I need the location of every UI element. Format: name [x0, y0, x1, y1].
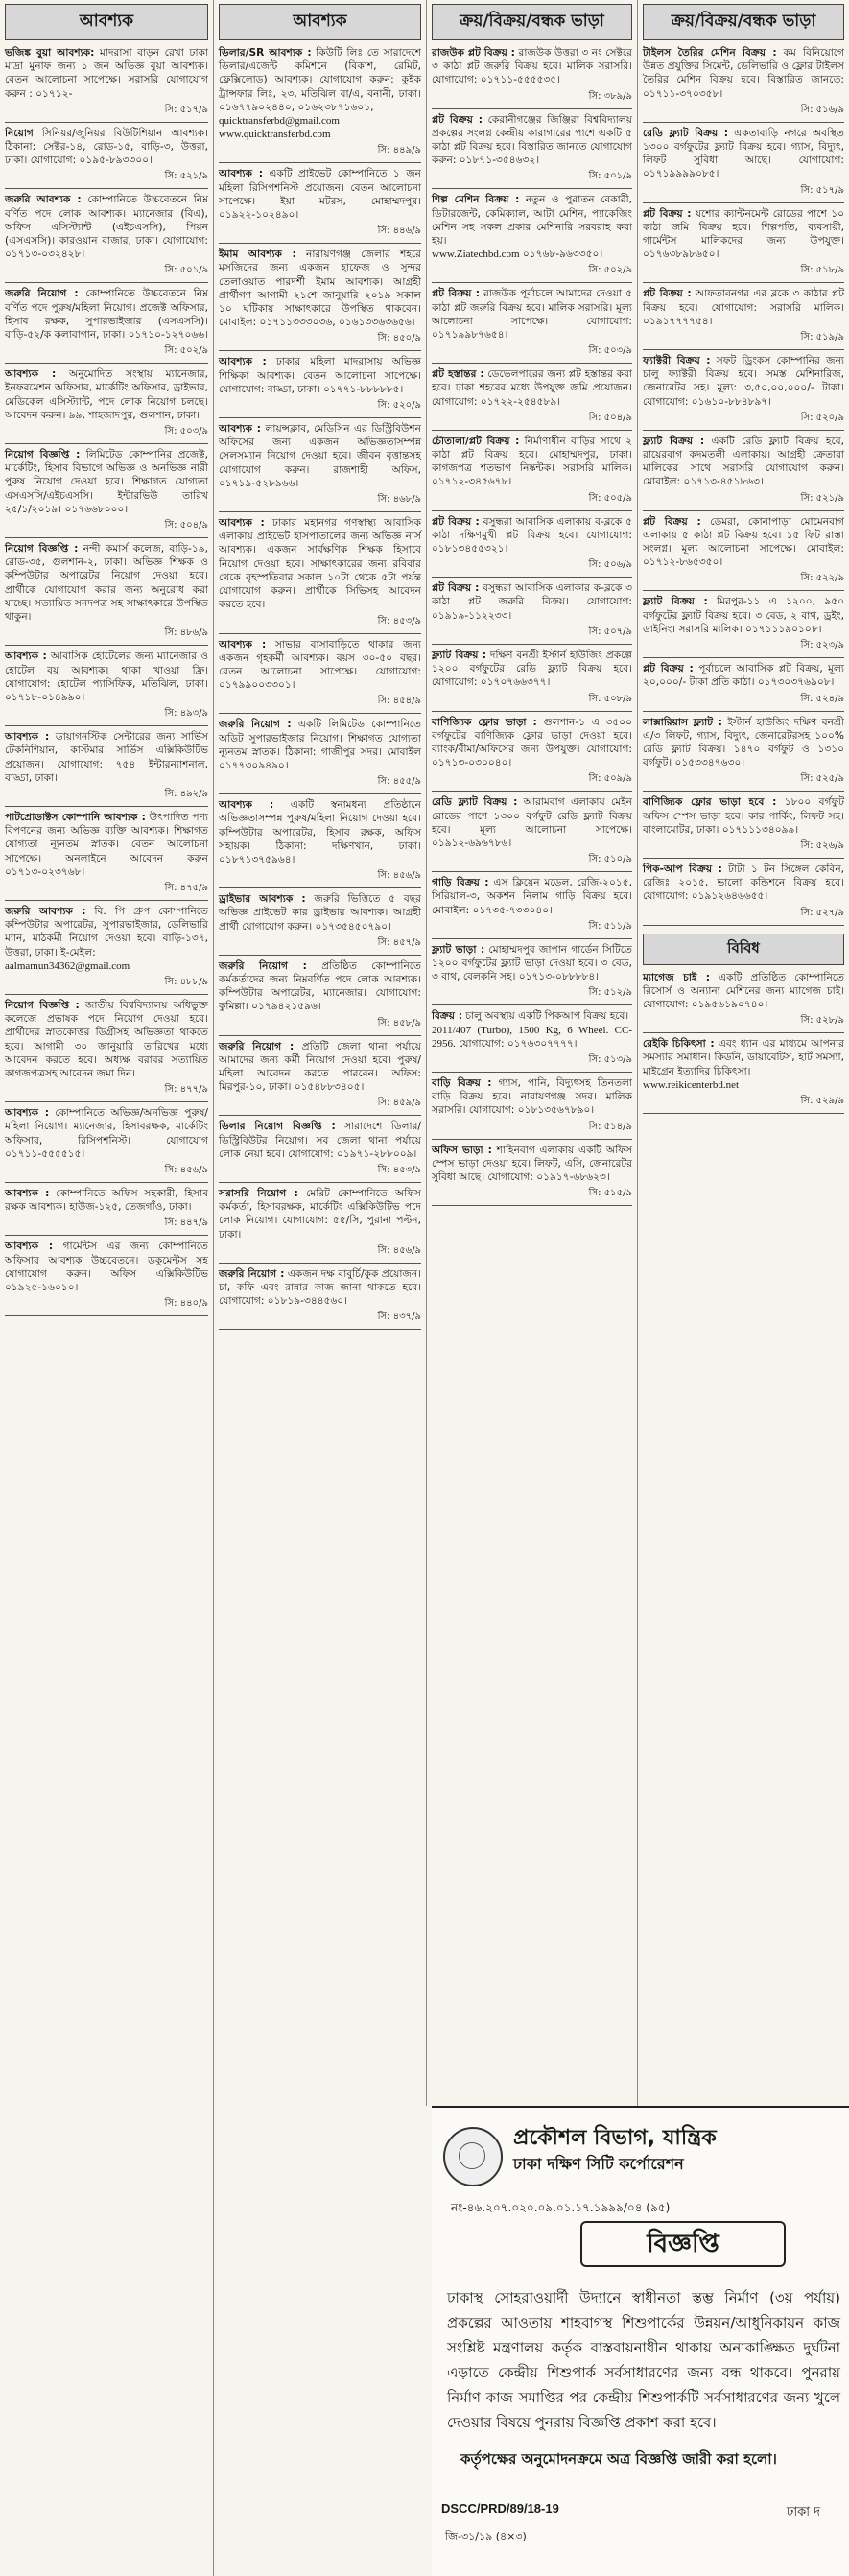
ad-reference: সি: ৫০৬/৯ [432, 557, 632, 578]
classified-ad [219, 1040, 421, 1095]
classified-ad [432, 795, 632, 850]
ad-keyword: আবশ্যক : [219, 356, 267, 368]
classified-ad [5, 730, 208, 785]
ad-reference: সি: ৪৫৩/৯ [219, 1163, 421, 1183]
ad-text: নন্দী কমার্স কলেজ, বাড়ি-১৯, রোড-৩৫, গুলশান-২, ঢাকা। অভিজ্ঞ শিক্ষক ও কম্পিউটার অপারেটর নিয়োগ দেওয়া হবে। প্রার্থীকে যোগাযোগ করার জন্য অনুরোধ করা যাচ্ছে। সত্যায়িত সনদপত্র সহ সাক্ষাৎকারে উপস্থিত থাকুন। [5, 543, 208, 624]
ad-text: নারায়ণগঞ্জ জেলার শহরে মসজিদের জন্য একজন হাফেজ ও সুন্দর তেলাওয়াত পারদর্শী ইমাম আবশ্যক। আগ্রহী প্রার্থীগণ আগামী ২১শে জানুয়ারি ২০১৯ সকাল ১০ ঘটিকায় সাক্ষাৎকারে উপস্থিত থাকবেন। মোবাইল: ০১৭১১৩৩৩০৩৬, ০১৬১৩৩৬৩৬৫৬। [219, 248, 421, 329]
classified-ad [219, 1120, 421, 1161]
ad-keyword: বাণিজ্যিক ফ্লোর ভাড়া হবে : [643, 796, 777, 809]
classified-ad [5, 287, 208, 342]
ad-reference: সি: ৪৪৯/৯ [219, 143, 421, 163]
ad-keyword: আবশ্যক : [5, 1107, 49, 1120]
ad-keyword: শিল্প মেশিন বিক্রয় : [432, 194, 520, 206]
ad-reference: সি: ৫২৮/৯ [643, 1013, 844, 1033]
city-corporation-seal-icon [443, 2127, 503, 2186]
ad-text: রাজউক পূর্বাচলে আমাদের দেওয়া ৫ কাঠা প্লট জরুরি বিক্রয় হবে। মালিক সরাসরি। মূল্য আলোচনা সাপেক্ষে। যোগাযোগ: ০১৭১৯৯৮৭৬৫৪। [432, 288, 632, 342]
ad-keyword: জরুরি আবশ্যক : [5, 194, 82, 206]
classified-ad [219, 355, 421, 396]
classified-ad [643, 595, 844, 636]
classified-ad [432, 113, 632, 168]
classified-ad [432, 46, 632, 87]
classified-ad [5, 1106, 208, 1161]
classified-ad [5, 999, 208, 1080]
ad-reference: সি: ৫২৯/৯ [643, 1094, 844, 1114]
notice-place: ঢাকা দ [787, 2505, 820, 2519]
ad-reference: সি: ৫০৪/৯ [5, 518, 208, 538]
ad-keyword: প্লট হস্তান্তর : [432, 368, 484, 381]
ad-keyword: আবশ্যক : [5, 368, 57, 381]
classified-ad [643, 435, 844, 489]
notice-memo-number: নং-৪৬.২০৭.০২০.০৯.০১.১৭.১৯৯৯/০৪ (৯৫) [451, 2201, 671, 2214]
classified-ad [643, 971, 844, 1012]
ad-reference: সি: ৫১৬/৯ [643, 103, 844, 123]
ad-text: কোম্পানিতে অভিজ্ঞ/অনভিজ্ঞ পুরুষ/মহিলা নিয়োগ। ম্যানেজার, হিসাবরক্ষক, মার্কেটিং অফিসার, রিসিপশনিস্ট। যোগাযোগ ০১৭১১-৫৫৫৫১৫। [5, 1107, 209, 1160]
classified-ad [219, 516, 421, 611]
ad-text: টাটা ১ টন সিঙ্গেল কেবিন, রেজিঃ ২০১৫, ভালো কন্ডিশনে বিক্রয় হবে। যোগাযোগ: ০১৯১২৬৪৬৬৫৫। [643, 863, 845, 903]
classified-ad [219, 959, 421, 1014]
ad-text: জাতীয় বিশ্ববিদ্যালয় অধিভুক্ত কলেজে প্রভাষক পদে নিয়োগ দেওয়া হবে। প্রার্থীদের স্নাতকোত্তর ডিগ্রীসহ অভিজ্ঞতা থাকতে হবে। আগামী ৩০ জানুয়ারি তারিখের মধ্যে আবেদন করতে হবে। অধ্যক্ষ বরাবর সত্যায়িত কাগজপত্রসহ আবেদন জমা দিন। [5, 999, 208, 1079]
ad-keyword: আবশ্যক : [219, 799, 274, 812]
ad-keyword: ইমাম আবশ্যক : [219, 248, 296, 261]
classified-ad [5, 542, 208, 624]
ad-keyword: প্লট বিক্রয় : [432, 113, 483, 126]
ad-reference: সি: ৪৮৬/৯ [5, 626, 208, 646]
classified-ad [219, 46, 421, 141]
classified-ad [219, 167, 421, 222]
ad-reference: সি: ৪৫৯/৯ [219, 1096, 421, 1116]
ad-keyword: অফিস ভাড়া : [432, 1144, 492, 1156]
ad-text: ডেমরা, কোনাপাড়া মোমেনবাগ এলাকায় ৫ কাঠা প্লট বিক্রয় হবে। ১৫ ফিট রাস্তা সংলগ্ন। মূল্য আলোচনা সাপেক্ষে। মোবাইল: ০১৭১২-৮৬৫৩৫০। [643, 515, 844, 569]
ad-keyword: আবশ্যক : [5, 650, 47, 663]
column-heading: ক্রয়/বিক্রয়/বন্ধক ভাড়া [643, 4, 844, 40]
classified-ad [432, 581, 632, 623]
classified-ad [643, 1037, 844, 1092]
ad-keyword: পাটপ্রোডাক্টস কোম্পানি আবশ্যক : [5, 811, 146, 823]
classified-ad [432, 367, 632, 409]
classified-ad [643, 515, 844, 570]
classified-ad [643, 46, 844, 101]
ad-reference: সি: ৫০৩/৯ [5, 424, 208, 444]
ad-text: ডেভেলপারের জন্য প্লট হস্তান্তর করা হবে। ঢাকা শহরের মধ্যে উপযুক্ত জমি প্রয়োজন। যোগাযোগ: ০১৭২২-২৫৪৫৮৯। [432, 368, 632, 408]
ad-text: একটি রেডি ফ্ল্যাট বিক্রয় হবে, রায়েরবাগ কদমতলী এলাকায়। আগ্রহী ক্রেতারা মালিকের সাথে সরাসরি যোগাযোগ করুন। মোবাইল: ০১৭১৩-৪৫১৮৬৩। [643, 435, 844, 488]
classified-ad [432, 515, 632, 556]
ad-text: কোম্পানিতে উচ্চবেতনে নিম্ন বর্ণিত পদে লোক আবশ্যক। ম্যানেজার (বিএ), অফিস এসিস্ট্যান্ট (এইচএসসি), পিয়ন (এসএসসি)। কারওয়ান বাজার, ঢাকা। যোগাযোগ: ০১৭১৩-০৩২৪২৮। [5, 194, 208, 261]
ad-text: সাভার বাসাবাড়িতে থাকার জন্য একজন গৃহকর্মী আবশ্যক। বয়স ৩০-৫০ বছর। বেতন আলোচনা সাপেক্ষে। যোগাযোগ: ০১৭৯৯০০৩৩০১। [219, 638, 421, 692]
ad-keyword: বিক্রয় : [432, 1010, 462, 1023]
ad-reference: সি: ৫০১/৯ [5, 263, 208, 283]
government-notice [432, 2106, 849, 2576]
ad-keyword: প্লট বিক্রয় : [432, 515, 480, 528]
ad-text: কিউটি লিঃ তে সারাদেশে ডিলার/এজেন্ট কমিশনে (বিকাশ, রেমিট, ফ্লেক্সিলোড) আবশ্যক। যোগাযোগ করুন: কুইক ট্রান্সফার লিঃ, ২৩, মতিঝিল বা/এ, বনানী, ঢাকা। ০১৬৭৭৯০২৪৪০, ০১৬২৩৮৭১৬০১, [219, 47, 421, 113]
column-heading: ক্রয়/বিক্রয়/বন্ধক ভাড়া [432, 4, 632, 40]
ad-website: 2011/407 (Turbo), 1500 Kg, 6 Wheel. CC-2956. [432, 1024, 632, 1050]
ad-reference: সি: ৪৯২/৯ [5, 787, 208, 807]
ad-keyword: ড্রাইভার আবশ্যক : [219, 893, 306, 906]
ad-text: প্রতিটি জেলা থানা পর্যায়ে আমাদের জন্য কর্মী নিয়োগ দেওয়া হবে। পুরুষ/মহিলা আবেদন করতে পারবেন। অফিস: মিরপুর-১০, ঢাকা। ০১৫৪৮৮৩৪০৫। [219, 1040, 421, 1094]
classified-ad [5, 811, 208, 879]
ad-reference: সি: ৪৫৩/৯ [219, 614, 421, 634]
ad-text: অনুমোদিত সংস্থায় ম্যানেজার, ইনফরমেশন অফিসার, মার্কেটিং অফিসার, ড্রাইভার, মেডিকেল এসিস্ট্যান্ট, পদে লোক নিয়োগ চলছে। আবেদন করুন। ৯৯, শাহজাদপুর, গুলশান, ঢাকা। [5, 368, 208, 421]
ad-keyword: জরুরি আবশ্যক : [5, 905, 86, 917]
ad-reference: সি: ৫২৬/৯ [643, 839, 844, 859]
classified-ad [643, 127, 844, 181]
ad-reference: সি: ৫০২/৯ [5, 343, 208, 364]
ad-keyword: আবশ্যক : [219, 517, 265, 530]
ad-text: ডায়াগনস্টিক সেন্টারের জন্য সার্ভিস টেকনিশিয়ান, কাস্টমার সার্ভিস এক্সিকিউটিভ প্রয়োজন। যোগাযোগ: ৭৫৪ ইন্টারন্যাশনাল, বাড্ডা, ঢাকা। [5, 731, 208, 784]
classified-ad [643, 716, 844, 770]
notice-gd-number: জি-৩১/১৯ (৪×৩) [445, 2530, 527, 2542]
classified-ad [219, 798, 421, 866]
ad-keyword: সরাসরি নিয়োগ : [219, 1187, 298, 1199]
ad-keyword: রেইকি চিকিৎসা : [643, 1038, 715, 1051]
ad-keyword: জরুরি নিয়োগ : [5, 288, 79, 300]
ad-reference: সি: ৫১৯/৯ [643, 330, 844, 350]
ad-keyword: ফ্যাক্টরী বিক্রয় : [643, 355, 711, 367]
ad-text: একটি প্রাইভেট কোম্পানিতে ১ জন মহিলা রিসিপশনিস্ট প্রয়োজন। বেতন আলোচনা সাপেক্ষে। ইয়া মটরস, মোহাম্মদপুর। ০১৯২২-১০২৪৯০। [219, 168, 421, 222]
ad-keyword: ফ্ল্যাট বিক্রয় : [643, 435, 705, 447]
ad-reference: সি: ৪৯৩/৯ [5, 706, 208, 726]
ad-reference: সি: ৫০৭/৯ [432, 625, 632, 645]
classified-ad [432, 1076, 632, 1118]
ad-text: কম বিনিয়োগে উন্নত প্রযুক্তির সিমেন্ট, ডেলিভারি ও ফ্লোর টাইলস তৈরির মেশিন বিক্রয় হবে। বিস্তারিত জানতে: ০১৭১১-৩৭০৩৫৮। [643, 47, 844, 100]
ad-keyword: বাণিজ্যিক ফ্লোর ভাড়া : [432, 716, 537, 728]
ad-text: লিমিটেড কোম্পানির প্রজেক্ট, মার্কেটিং, হিসাব বিভাগে অভিজ্ঞ ও অনভিজ্ঞ নারী পুরুষ নিয়োগ দেওয়া হবে। শিক্ষাগত যোগ্যতা এসএসসি/এইচএসসি। ইন্টারভিউ তারিখ ২৫/১/২০১৯। ০১৭৬৬৮০০০। [5, 449, 208, 515]
ad-keyword: প্লট বিক্রয় : [643, 515, 701, 528]
classified-ad [5, 448, 208, 516]
ad-reference: সি: ৫০১/৯ [432, 169, 632, 189]
ad-keyword: আবশ্যক : [5, 1241, 54, 1253]
classified-ad [5, 650, 208, 704]
ad-text: আবাসিক হোটেলের জন্য ম্যানেজার ও হোটেল বয় আবশ্যক। থাকা খাওয়া ফ্রি। যোগাযোগ: হোটেল প্যাসিফিক, মতিঝিল, ঢাকা। ০১৭১৮-০১৪৯৯০। [5, 650, 208, 703]
ad-reference: সি: ৫১৮/৯ [643, 263, 844, 283]
ad-keyword: আবশ্যক : [5, 731, 50, 744]
ad-reference: সি: ৪৫৬/৯ [5, 1163, 208, 1183]
ad-reference: সি: ৪৪৬/৯ [219, 224, 421, 244]
ad-text: আফতাবনগর এর ব্লকে ৩ কাঠার প্লট বিক্রয় হবে। যোগাযোগ: সরাসরি মালিক। ০১৯১৭৭৭৭৫৪। [643, 288, 844, 327]
ad-keyword: প্লট বিক্রয় : [432, 582, 480, 595]
ad-text: চালু অবস্থায় একটি পিকআপ বিক্রয় হবে। [461, 1010, 629, 1023]
ad-text-tail: যোগাযোগ: ০১৭৬৩০৭৭৭৭। [455, 1037, 578, 1050]
ad-reference: সি: ৫১৩/৯ [432, 1052, 632, 1073]
ad-keyword: জরুরি নিয়োগ : [219, 1267, 285, 1280]
ad-reference: সি: ৫২৪/৯ [643, 692, 844, 712]
ad-keyword: ফ্ল্যাট ভাড়া : [432, 943, 485, 956]
ad-text: বি. পি গ্রুপ কোম্পানিতে কম্পিউটার অপারেটর, সুপারভাইজার, ডেলিভারি ম্যান, মাঠকর্মী নিয়োগ দেওয়া হবে। বাড়ি-১৩৭, উত্তরা, ঢাকা। ই-মেইল: [5, 905, 208, 958]
classified-ad [219, 1187, 421, 1241]
ad-keyword: প্লট বিক্রয় : [432, 288, 480, 300]
ad-text: এস ক্লিয়েন মডেল, রেজি-২০১৫, সিরিয়াল-৩, অকশন নিলাম গাড়ি বিক্রয় হবে। মোবাইল: ০১৭৩৫-৭৩৩০৪০। [432, 877, 633, 916]
classified-ad [643, 795, 844, 837]
ad-keyword: রেডি ফ্ল্যাট বিক্রয় : [432, 796, 518, 809]
classified-ad [432, 193, 632, 261]
classified-ad [643, 662, 844, 689]
ad-keyword: ফ্ল্যাট বিক্রয় : [432, 649, 486, 661]
ad-reference: সি: ৪৬৮/৯ [219, 492, 421, 512]
column-sale-rent-2 [637, 0, 849, 2106]
ad-text: সফট ড্রিংকস কোম্পানির জন্য চালু ফ্যাক্টরী বিক্রয় হবে। সমস্ত মেশিনারিজ, জেনারেটর সহ। মূল্য: ৩,৫০,০০,০০০/- টাকা। যোগাযোগ: ০১৬১০-৮৮৪৮৯৭। [643, 355, 845, 408]
ad-text: একটি স্বনামধন্য প্রতিষ্ঠানে অভিজ্ঞতাসম্পন্ন পুরুষ/মহিলা নিয়োগ দেওয়া হবে। কম্পিউটার অপারেটর, হিসাব রক্ষক, অফিস সহায়ক। ঠিকানা: দক্ষিণখান, ঢাকা। ০১৮৭১৩৭৫৯৬৪। [219, 799, 421, 865]
ad-reference: সি: ৪৫৪/৯ [219, 694, 421, 714]
column-jobs-1 [0, 0, 213, 2576]
ad-keyword: নিয়োগ বিজ্ঞপ্তি : [5, 543, 79, 555]
ad-text: ১৮০০ বর্গফুট অফিস স্পেস ভাড়া হবে। কার পার্কিং, লিফট সহ। বাংলামোটর, ঢাকা। ০১৭১১১৩৪০৯৯। [643, 796, 844, 836]
notice-body: ঢাকাস্থ সোহরাওয়ার্দী উদ্যানে স্বাধীনতা স্তম্ভ নির্মাণ (৩য় পর্যায়) প্রকল্পের আওতায় শাহবাগস্থ শিশুপার্কের উন্নয়ন/আধুনিকায়ন কাজ সংশ্লিষ্ট মন্ত্রণালয় কর্তৃক বাস্তবায়নাধীন থাকায় অনাকাঙ্ক্ষিত দুর্ঘটনা এড়াতে কেন্দ্রীয় শিশুপার্ক সর্বসাধারণের জন্য বন্ধ থাকবে। পুনরায় নির্মাণ কাজ সমাপ্তির পর কেন্দ্রীয় শিশুপার্কটি সর্বসাধারণের জন্য খুলে দেওয়ার বিষয়ে পুনরায় বিজ্ঞপ্তি প্রকাশ করা হবে। [447, 2289, 840, 2431]
ad-text: সারাদেশে ডিলার/ডিস্ট্রিবিউটর নিয়োগ। সব জেলা থানা পর্যায়ে লোক নেয়া হবে। যোগাযোগ: ০১৯৭১-২৮৮০০৯। [219, 1121, 421, 1160]
ad-text: লায়ন্সক্লাব, মেডিসিন এর ডিস্ট্রিবিউশন অফিসের জন্য একজন অভিজ্ঞতাসম্পন্ন সেলসম্যান নিয়োগ দেওয়া হবে। জীবন বৃত্তান্তসহ যোগাযোগ করুন। রাজশাহী অফিস, ০১৭১৯-৫২৮৯৬৬। [219, 423, 422, 489]
ad-reference: সি: ৫০৩/৯ [432, 343, 632, 364]
ad-text: প্রতিষ্ঠিত কোম্পানিতে কর্মকর্তাদের জন্য নিম্নবর্ণিত পদে লোক আবশ্যক। কম্পিউটার অপারেটর, ম্যানেজার। যোগাযোগ: কুমিল্লা। ০১৭৯৪২১৫৯৬। [219, 959, 421, 1013]
ad-reference: সি: ৪৫০/৯ [219, 331, 421, 351]
column-heading: আবশ্যক [219, 4, 421, 40]
ad-keyword: প্লট বিক্রয় : [643, 207, 692, 220]
classified-ad [643, 354, 844, 409]
ad-reference: সি: ৫১১/৯ [432, 919, 632, 939]
ad-reference: সি: ৪৭৭/৯ [5, 1082, 208, 1102]
ad-text: আরামবাগ এলাকায় মেইন রোডের পাশে ১৩০০ বর্গফুট রেডি ফ্ল্যাট বিক্রয় হবে। মূল্য আলোচনা সাপেক্ষে। ০১৯১২-৬৯৬৭৮৬। [432, 796, 633, 849]
ad-reference: সি: ৫০২/৯ [432, 263, 632, 283]
column-heading: আবশ্যক [5, 4, 208, 40]
ad-website: www.reikicenterbd.net [643, 1078, 740, 1091]
ad-website: www.Ziatechbd.com [432, 248, 520, 261]
classified-ad [219, 422, 421, 490]
classified-ad [432, 943, 632, 984]
ad-text: শাহিনবাগ এলাকায় একটি অফিস স্পেস ভাড়া দেওয়া হবে। লিফট, এসি, জেনারেটর সুবিধা আছে। যোগাযোগ: ০১৯১৭-৬৮৬২৩। [432, 1144, 632, 1183]
ad-keyword: গাড়ি বিক্রয় : [432, 877, 489, 889]
classified-ad [219, 718, 421, 772]
ad-keyword: ডিলার/SR আবশ্যক : [219, 47, 312, 59]
ad-reference: সি: ৫২৩/৯ [643, 638, 844, 658]
ad-text-tail: ০১৭৬৮-৯৬৩৩৫০। [519, 248, 603, 261]
ad-reference: সি: ৫১৪/৯ [432, 1120, 632, 1140]
ad-keyword: চৌতালা/প্লট বিক্রয় : [432, 435, 520, 447]
ad-keyword: ডিলার নিয়োগ বিজ্ঞপ্তি : [219, 1121, 336, 1133]
ad-text: নির্মাণাধীন বাড়ির সাথে ২ কাঠা প্লট বিক্রয় হবে। মোহাম্মদপুর, ঢাকা। কাগজপত্র শতভাগ নিষ্কন্টক। সরাসরি মালিক। ০১৭১২-৩৪৫৬৭৮। [432, 435, 632, 488]
classified-ad [219, 1267, 421, 1309]
classified-ad [432, 287, 632, 342]
classified-ad [5, 1240, 208, 1294]
classified-ad [643, 287, 844, 328]
ad-reference: সি: ৪৪৭/৯ [5, 1216, 208, 1236]
classified-ad [432, 435, 632, 489]
notice-organization: ঢাকা দক্ষিণ সিটি কর্পোরেশন [513, 2155, 684, 2173]
ad-list [219, 46, 421, 1330]
ad-keyword: জরুরি নিয়োগ : [219, 959, 307, 972]
ad-text: কেরানীগঞ্জের জিঞ্জিরা বিশ্ববিদ্যালয় প্রকল্পের সংলগ্ন কেন্দ্রীয় কারাগারের পাশে একটি ৫ কাঠা প্লট বিক্রয় হবে। বিস্তারিত জানতে যোগাযোগ করুন: ০১৮৭১-৩৫৪৬৩২। [432, 113, 632, 167]
ad-keyword: জরুরি নিয়োগ : [219, 719, 292, 731]
ad-text: একজন দক্ষ বাবুর্চি/কুক প্রয়োজন। চা, কফি এবং রান্নার কাজ জানা থাকতে হবে। যোগাযোগ: ০১৮১৯-৩৪৪৫৬০। [219, 1267, 421, 1308]
ad-reference: সি: ৫১৭/৯ [643, 183, 844, 203]
ad-reference: সি: ৪৫৬/৯ [219, 1243, 421, 1264]
ad-list [5, 46, 208, 1316]
ad-keyword: টাইলস তৈরির মেশিন বিক্রয় : [643, 47, 777, 59]
ad-text: ইস্টার্ন হাউজিং দক্ষিণ বনশ্রী এ/৩ লিফট, গ্যাস, বিদ্যুৎ, জেনারেটরসহ ১০০% রেডি ফ্ল্যাট বিক্রয়। ১৪৭০ বর্গফুট ও ১৩১০ বর্গফুট। ০১৫৩৩৪৭৬৩০। [643, 716, 844, 769]
misc-heading: বিবিধ [643, 934, 844, 965]
column-jobs-2 [213, 0, 426, 2576]
ad-reference: সি: ৫২১/৯ [5, 169, 208, 189]
ad-reference: সি: ৪৩৭/৯ [219, 1310, 421, 1330]
ad-text: পূর্বাচলে আবাসিক প্লট বিক্রয়, মূল্য ২০,০০০/- টাকা প্রতি কাঠা। ০১৭৩০৩৭৬৯০৮। [643, 663, 844, 689]
ad-text: মিরপুর-১১ এ ১২০০, ৯৫০ বর্গফুটের ফ্ল্যাট বিক্রয় হবে। ৩ বেড, ২ বাথ, ড্রইং, ডাইনিং। সরাসরি মালিক। ০১৭১১১৯০১০৮। [643, 596, 844, 635]
ad-text: ঢাকার মহানগর গণস্বাস্থ্য আবাসিক এলাকায় প্রাইভেট হাসপাতালের জন্য অভিজ্ঞ নার্স আবশ্যক। একজন সার্বক্ষণিক শিক্ষক হিসাবে নিয়োগ দেওয়া হবে। সাক্ষাৎকারের জন্য রবিবার থেকে বৃহস্পতিবার সকাল ১০টা থেকে ৫টা পর্যন্ত যোগাযোগ করুন। প্রার্থীকে সিভিসহ আবেদন করতে হবে। [219, 517, 421, 611]
ad-reference: সি: ৩৮৯/৯ [432, 89, 632, 109]
ad-list [432, 46, 632, 1206]
ad-text: একতাবাড়ি নগরে অবস্থিত ১৩০০ বর্গফুটের ফ্ল্যাট বিক্রয় হবে। গ্যাস, বিদ্যুৎ, লিফট সুবিধা আছে। যোগাযোগ: ০১৭১৯৯৯৯০৮৫। [643, 127, 844, 180]
classified-ad [5, 367, 208, 422]
ad-reference: সি: ৫২৫/৯ [643, 771, 844, 792]
classified-ad [219, 638, 421, 693]
notice-department: প্রকৌশল বিভাগ, যান্ত্রিক [513, 2126, 717, 2150]
ad-keyword: ম্যাগেজ চাই : [643, 971, 711, 983]
classified-ad [643, 863, 844, 904]
classified-ad [5, 1187, 208, 1214]
ad-text: দক্ষিণ বনশ্রী ইস্টার্ন হাউজিং প্রকল্পে ১২০০ বর্গফুটের রেডি ফ্ল্যাট বিক্রয় হবে। যোগাযোগ: ০১৭০৭৬৬৩৭৭। [432, 649, 632, 689]
ad-keyword: প্লট বিক্রয় : [643, 288, 692, 300]
notice-closing: কর্তৃপক্ষের অনুমোদনক্রমে অত্র বিজ্ঞপ্তি জারী করা হলো। [460, 2450, 777, 2468]
ad-keyword: আবশ্যক : [219, 168, 263, 180]
ad-text: ঢাকার মহিলা মাদরাসায় অভিজ্ঞ শিক্ষিকা আবশ্যক। বেতন আলোচনা সাপেক্ষে। যোগাযোগ: বাড্ডা, ঢাকা। ০১৭৭১-৮৮৮৮৮৫। [219, 356, 421, 395]
ad-text: নতুন ও পুরাতন বেকারী, ডিটারজেন্ট, কেমিক্যাল, আটা মেশিন, প্যাকেজিং মেশিন সহ সকল প্রকার মেশিনারি সরবরাহ করা হয়। [432, 194, 632, 248]
ad-keyword: ভজিঙ্ক বুয়া আবশ্যক: [5, 47, 95, 59]
ad-reference: সি: ৫২১/৯ [643, 491, 844, 511]
ad-text: কোম্পানিতে অফিস সহকারী, হিসাব রক্ষক আবশ্যক। হাউজ-১২৫, তেজগাঁও, ঢাকা। [5, 1187, 208, 1214]
ad-reference: সি: ৫০৫/৯ [432, 491, 632, 511]
ad-text: গ্যাস, পানি, বিদ্যুৎসহ তিনতলা বাড়ি বিক্রয় হবে। নারায়ণগঞ্জ সদর। মালিক সরাসরি। যোগাযোগ: ০১৮১৩৫৬৭৮৯০। [432, 1076, 632, 1117]
ad-text: মোহাম্মদপুর জাপান গার্ডেন সিটিতে ১২০০ বর্গফুটের ফ্ল্যাট ভাড়া দেওয়া হবে। ৩ বেড, ৩ বাথ, বেলকনি সহ। ০১৭১৩-০৮৮৮৮৪। [432, 943, 632, 983]
classified-ad [5, 127, 208, 168]
ad-keyword: নিয়োগ বিজ্ঞপ্তি : [5, 999, 80, 1011]
ad-reference: সি: ৪৮৮/৯ [5, 975, 208, 995]
ad-text: একটি প্রতিষ্ঠিত কোম্পানিতে রিসোর্স ও অন্যান্য মেশিনের জন্য ম্যাগেজ চাই। যোগাযোগ: ০১৯৫৬১৯০৭৪০। [643, 971, 844, 1010]
classified-ad [5, 193, 208, 261]
ad-reference: সি: ৫১০/৯ [432, 852, 632, 872]
notice-badge: বিজ্ঞপ্তি [580, 2221, 786, 2267]
ad-keyword: পিক-আপ বিক্রয় : [643, 863, 722, 875]
ad-reference: সি: ৪৫৮/৯ [219, 1016, 421, 1036]
ad-keyword: জরুরি নিয়োগ : [219, 1040, 295, 1052]
classified-ad [5, 905, 208, 973]
ad-text: বসুন্ধরা আবাসিক এলাকায় ব-ব্লকে ৫ কাঠা দক্ষিণমুখী প্লট বিক্রয় হবে। যোগাযোগ: ০১৮১৩৪৫৫৩২১। [432, 515, 632, 555]
ad-keyword: আবশ্যক : [5, 1187, 50, 1199]
ad-website: www.quicktransferbd.com [219, 129, 331, 141]
ad-text: গুলশান-১ এ ৩৫০০ বর্গফুটের বাণিজ্যিক ফ্লোর ভাড়া দেওয়া হবে। ব্যাংক/বীমা/অফিসের জন্য উপযুক্ত। যোগাযোগ: ০১৭১৩-০৩০০৪০। [432, 716, 632, 769]
ad-reference: সি: ৫২০/৯ [643, 411, 844, 431]
classified-ad [432, 1009, 632, 1051]
ad-keyword: নিয়োগ বিজ্ঞপ্তি : [5, 449, 81, 461]
ad-keyword: আবশ্যক : [219, 423, 262, 436]
ad-keyword: লাক্সারিয়াস ফ্ল্যাট : [643, 716, 722, 728]
ad-reference: সি: ৪৫৬/৯ [219, 868, 421, 888]
ad-reference: সি: ৫১২/৯ [432, 985, 632, 1005]
ad-reference: সি: ৪৪০/৯ [5, 1296, 208, 1316]
ad-reference: সি: ৫২০/৯ [219, 398, 421, 418]
ad-text: কোম্পানিতে উচ্চবেতনে নিম্ন বর্ণিত পদে পুরুষ/মহিলা নিয়োগ। প্রজেক্ট অফিসার, হিসাব রক্ষক, সুপারভাইজার (এসএসসি)। বাড়ি-৫২/ক কলাবাগান, ঢাকা। ০১৭১০-১২৭০৬৬। [5, 288, 208, 342]
ad-reference: সি: ৫১৫/৯ [432, 1186, 632, 1206]
ad-keyword: আবশ্যক : [219, 638, 267, 650]
classified-ad [432, 1144, 632, 1185]
ad-text: একটি লিমিটেড কোম্পানিতে অডিট সুপারভাইজার নিয়োগ। শিক্ষাগত যোগ্যতা ন্যূনতম স্নাতক। ঠিকানা: গাজীপুর সদর। মোবাইল ০১৭৭৩০৯৪৯০। [219, 719, 421, 771]
ad-reference: সি: ৪৫৫/৯ [219, 774, 421, 794]
ad-reference: সি: ৫২২/৯ [643, 571, 844, 591]
ad-reference: সি: ৪৭৫/৯ [5, 881, 208, 901]
ad-keyword: রাজউক প্লট বিক্রয় : [432, 47, 515, 59]
ad-text: মেরিট কোম্পানিতে অফিস কর্মকর্তা, হিসাবরক্ষক, মার্কেটিং এক্সিকিউটিভ পদে লোক নিয়োগ। যোগাযোগ: ৫৫/সি, পুরানা পল্টন, ঢাকা। [219, 1187, 421, 1241]
misc-ad-list [643, 971, 844, 1114]
ad-reference: সি: ৪৫৭/৯ [219, 935, 421, 956]
ad-text: গার্মেন্টস এর জন্য কোম্পানিতে অফিসার আবশ্যক উচ্চবেতনে। ডকুমেন্টস সহ যোগাযোগ করুন। অফিস এক্সিকিউটিভ ০১৯২৫-১৬০১০। [5, 1241, 208, 1293]
ad-keyword: প্লট বিক্রয় : [643, 663, 694, 675]
ad-reference: সি: ৫০৯/৯ [432, 771, 632, 792]
ad-text: রাজউক উত্তরা ৩ নং সেক্টরে ৩ কাঠা প্লট জরুরি বিক্রয় হবে। মালিক সরাসরি। যোগাযোগ: ০১৭১১-৫৫৫৫৩৫। [432, 47, 633, 86]
ad-keyword: নিয়োগ [5, 127, 34, 139]
classified-ad [432, 649, 632, 690]
ad-text: সিনিয়র/জুনিয়র বিউটিশিয়ান আবশ্যক। ঠিকানা: সেক্টর-১৪, রোড-১৫, বাড়ি-৩, উত্তরা, ঢাকা। যোগাযোগ: ০১৯৫-৮৯৩৩০০। [5, 127, 208, 167]
ad-keyword: বাড়ি বিক্রয় : [432, 1076, 492, 1089]
column-sale-rent-1 [426, 0, 637, 2106]
ad-list [643, 46, 844, 926]
ad-text: মাদরাসা বাড়ন রেখা ঢাকা মাদ্রা মুনাফ জন্য ১ জন অভিজ্ঞ বুয়া আবশ্যক। বেতন আলোচনা সাপেক্ষে। সরাসরি যোগাযোগ করুন : ০১৭১২- [5, 47, 208, 100]
classified-ad [643, 207, 844, 262]
ad-text: উৎপাদিত পণ্য বিপণনের জন্য অভিজ্ঞ ব্যক্তি আবশ্যক। শিক্ষাগত যোগ্যতা ন্যূনতম স্নাতক। বেতন আলোচনা সাপেক্ষে। অনলাইনে আবেদন করুন ০১৭১৩-০২৩৭৬৮। [5, 811, 208, 878]
ad-reference: সি: ৫১৭/৯ [5, 103, 208, 123]
classified-ad [219, 248, 421, 329]
ad-email: quicktransferbd@gmail.com [219, 115, 340, 128]
ad-text: এবং ধ্যান এর মাধ্যমে আপনার সমস্যার সমাধান। কিডনি, ডায়াবেটিস, হার্ট সমস্যা, মাইগ্রেন ইত্যাদির চিকিৎসা। [643, 1038, 844, 1077]
ad-text: জরুরি ভিত্তিতে ৫ বছর অভিজ্ঞ প্রাইভেট কার ড্রাইভার আবশ্যক। আগ্রহী প্রার্থী যোগাযোগ করুন। ০১৭৩৫৪৫০৭৯০। [219, 893, 421, 933]
notice-reference-code: DSCC/PRD/89/18-19 [441, 2501, 559, 2516]
ad-keyword: রেডি ফ্ল্যাট বিক্রয় : [643, 127, 728, 139]
classified-ad [432, 716, 632, 770]
ad-reference: সি: ৫০৪/৯ [432, 411, 632, 431]
classified-ad [219, 892, 421, 934]
ad-text: বসুন্ধরা আবাসিক এলাকার ক-ব্লকে ৩ কাঠা প্লট জরুরি বিক্রয়। যোগাযোগ: ০১৯১৯-১১২২৩৩। [432, 582, 632, 622]
classified-ad [432, 876, 632, 917]
ad-text: যশোর ক্যান্টনমেন্ট রোডের পাশে ১০ কাঠা জমি বিক্রয় হবে। শিল্পপতি, ব্যবসায়ী, গার্মেন্টস মালিকদের জন্য উপযুক্ত। ০১৭৬৩৮৯৮৬৫০। [643, 207, 844, 261]
ad-reference: সি: ৫২৭/৯ [643, 906, 844, 926]
classified-ad [5, 46, 208, 101]
ad-email: aalmamun34362@gmail.com [5, 959, 130, 972]
ad-keyword: ফ্ল্যাট বিক্রয় : [643, 596, 708, 608]
ad-reference: সি: ৫০৮/৯ [432, 692, 632, 712]
